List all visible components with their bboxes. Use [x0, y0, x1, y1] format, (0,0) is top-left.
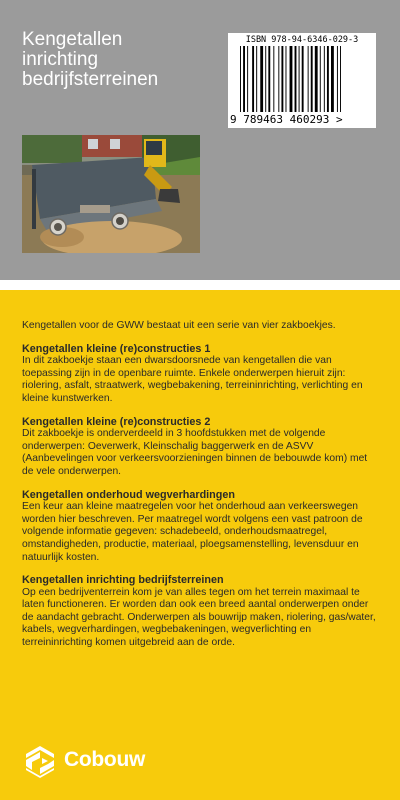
- ean-digits: 9 789463 460293 >: [230, 113, 343, 126]
- section-1-body: In dit zakboekje staan een dwarsdoorsnede van kengetallen die van toepassing zijn in de openbare ruimte. Enkele onderwerpen hieruit zijn: riolering, asfalt, straatwerk, wegbebakening, terreininrichting, verlichting en kleine kunstwerken.: [22, 355, 363, 404]
- section-4-body: Op een bedrijventerrein kom je van alles tegen om het terrein maximaal te laten functioneren. Er worden dan ook een breed aantal onderwerpen onder de aandacht gebracht. Onderwerpen als bouwrijp maken, riolering, gas/water, kabels, wegverhardingen, wegbebakeningen, wegverlichting en terreininrichting komen uitgebreid aan de orde.: [22, 586, 376, 649]
- intro-text: Kengetallen voor de GWW bestaat uit een serie van vier zakboekjes.: [22, 320, 336, 331]
- section-3-title: Kengetallen onderhoud wegverhardingen: [22, 488, 235, 501]
- section-3-body: Een keur aan kleine maatregelen voor het onderhoud aan verkeerswegen worden hier beschreven. Per maatregel wordt volgens een vast patroon de volgende informatie gegeven: schadebeeld, onderhoudsmaatregel, omstandigheden, productie, materiaal, ploegsamenstelling, levensduur en natuurlijk kosten.: [22, 501, 363, 563]
- section-2: [22, 416, 378, 479]
- logo-wordmark: Cobouw: [64, 748, 146, 771]
- divider-band: [0, 280, 400, 290]
- section-1-title: Kengetallen kleine (re)constructies 1: [22, 342, 211, 355]
- barcode: [228, 33, 376, 128]
- section-3: [22, 489, 378, 565]
- title-line-3: bedrijfsterreinen: [22, 69, 159, 90]
- description-text: [22, 320, 378, 660]
- description-panel: [0, 290, 400, 800]
- cobouw-logo-icon: [22, 744, 58, 780]
- top-band: [0, 0, 400, 280]
- title-line-1: Kengetallen: [22, 29, 123, 50]
- isbn-label: ISBN 978-94-6346-029-3: [245, 35, 359, 45]
- title-line-2: inrichting: [22, 49, 99, 70]
- section-2-title: Kengetallen kleine (re)constructies 2: [22, 415, 211, 428]
- section-1: [22, 343, 378, 406]
- section-4-title: Kengetallen inrichting bedrijfsterreinen: [22, 574, 224, 587]
- barcode-bars: [240, 46, 364, 112]
- section-2-body: Dit zakboekje is onderverdeeld in 3 hoofdstukken met de volgende onderwerpen: Oeverwerk, Kleinschalig baggerwerk en de ASVV (Aanbevelingen voor verkeersvoorzieningen binnen de bebouwde kom) met de vele onderwerpen.: [22, 428, 368, 477]
- construction-site-photo: [22, 135, 200, 253]
- book-title: [22, 30, 158, 90]
- cobouw-logo: [22, 742, 222, 782]
- section-4: [22, 574, 378, 650]
